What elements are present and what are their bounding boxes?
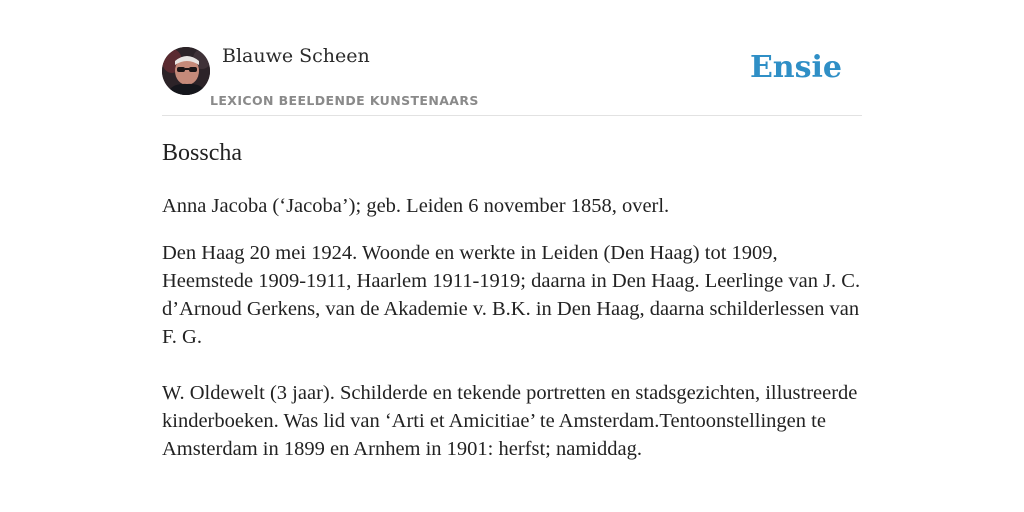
article-paragraph: W. Oldewelt (3 jaar). Schilderde en tekende portretten en stadsgezichten, illustreerde kinderboeken. Was lid van ‘Arti et Amicitiae’ te Amsterdam.Tentoonstellingen te Amsterdam in 1899 en Arnhem in 1901: herfst; namiddag.: [162, 382, 858, 460]
brand-logo[interactable]: Ensie: [749, 50, 842, 85]
collection-label[interactable]: LEXICON BEELDENDE KUNSTENAARS: [210, 93, 479, 108]
article-card: [162, 0, 862, 512]
author-name[interactable]: Blauwe Scheen: [222, 45, 370, 67]
avatar-photo-icon: [162, 47, 210, 95]
author-avatar[interactable]: [162, 47, 210, 95]
article-paragraph: Den Haag 20 mei 1924. Woonde en werkte in Leiden (Den Haag) tot 1909, Heemstede 1909-1911, Haarlem 1911-1919; daarna in Den Haag. Leerlinge van J. C. d’Arnoud Gerkens, van de Akademie v. B.K. in Den Haag, daarna schilderlessen van F. G.: [162, 242, 861, 348]
article-header: [162, 0, 862, 116]
article-paragraph: Anna Jacoba (‘Jacoba’); geb. Leiden 6 november 1858, overl.: [162, 195, 670, 217]
article-title: Bosscha: [162, 140, 242, 166]
